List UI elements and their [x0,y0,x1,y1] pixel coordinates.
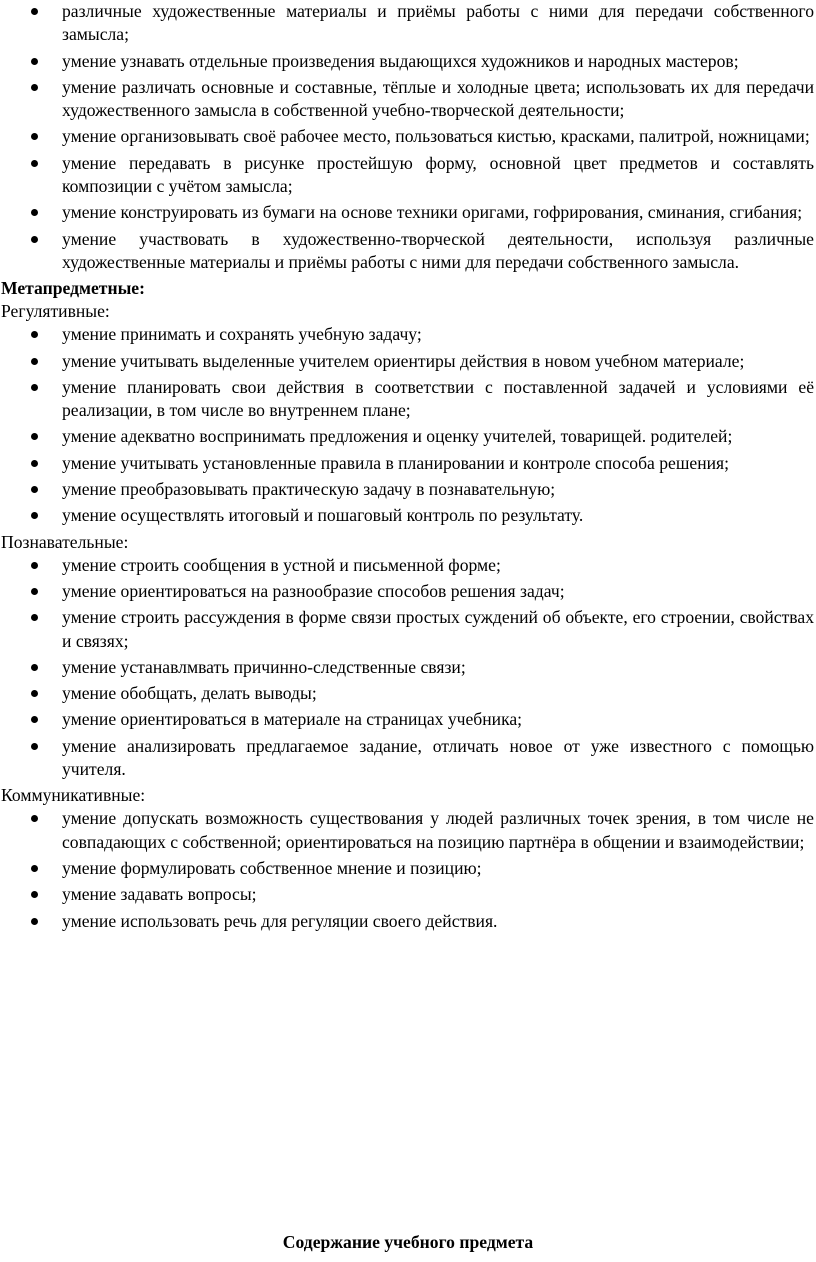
list-item: умение допускать возможность существования у людей различных точек зрения, в том числе не совпадающих с собственной; ориентироваться на позицию партнёра в общении и взаимодействии; [62,807,814,857]
content-heading: Содержание учебного предмета [282,1231,534,1252]
list-item: умение принимать и сохранять учебную задачу; [62,323,814,349]
list-item: умение адекватно воспринимать предложения и оценку учителей, товарищей. родителей; [62,425,814,451]
subsection-title-communicative: Коммуникативные: [1,785,146,806]
list-item: умение преобразовывать практическую задачу в познавательную; [62,478,814,504]
list-item: умение осуществлять итоговый и пошаговый контроль по результату. [62,504,814,530]
list-item: умение ориентироваться на разнообразие способов решения задач; [62,580,814,606]
list-item: умение участвовать в художественно-творческой деятельности, используя различные художественные материалы и приёмы работы с ними для передачи собственного замысла. [62,228,814,278]
subsection-title-cognitive: Познавательные: [1,531,129,552]
list-item: умение планировать свои действия в соответствии с поставленной задачей и условиями её реализации, в том числе во внутреннем плане; [62,376,814,426]
list-item: умение узнавать отдельные произведения выдающихся художников и народных мастеров; [62,50,814,76]
list-item: умение передавать в рисунке простейшую форму, основной цвет предметов и составлять композиции с учётом замысла; [62,152,814,202]
list-item: умение различать основные и составные, тёплые и холодные цвета; использовать их для передачи художественного замысла в собственной учебно-творческой деятельности; [62,76,814,126]
list-item: умение строить рассуждения в форме связи простых суждений об объекте, его строении, свойствах и связях; [62,606,814,656]
section-title-metasubject: Метапредметные: [1,278,145,299]
list-item: умение использовать речь для регуляции своего действия. [62,910,814,936]
intro-bullet-list [0,0,816,277]
list-item: умение обобщать, делать выводы; [62,682,814,708]
list-item: умение ориентироваться в материале на страницах учебника; [62,708,814,734]
list-item: умение организовывать своё рабочее место, пользоваться кистью, красками, палитрой, ножницами; [62,125,814,151]
list-item: умение конструировать из бумаги на основе техники оригами, гофрирования, сминания, сгибания; [62,201,814,227]
list-item: умение устанавлмвать причинно-следственные связи; [62,656,814,682]
communicative-bullet-list [0,807,816,935]
list-item: умение анализировать предлагаемое задание, отличать новое от уже известного с помощью учителя. [62,735,814,785]
list-item: различные художественные материалы и приёмы работы с ними для передачи собственного замысла; [62,0,814,50]
regulatory-bullet-list [0,323,816,530]
subsection-title-regulatory: Регулятивные: [1,301,110,322]
list-item: умение учитывать установленные правила в планировании и контроле способа решения; [62,452,814,478]
list-item: умение строить сообщения в устной и письменной форме; [62,554,814,580]
list-item: умение формулировать собственное мнение и позицию; [62,857,814,883]
list-item: умение учитывать выделенные учителем ориентиры действия в новом учебном материале; [62,350,814,376]
cognitive-bullet-list [0,554,816,785]
list-item: умение задавать вопросы; [62,883,814,909]
